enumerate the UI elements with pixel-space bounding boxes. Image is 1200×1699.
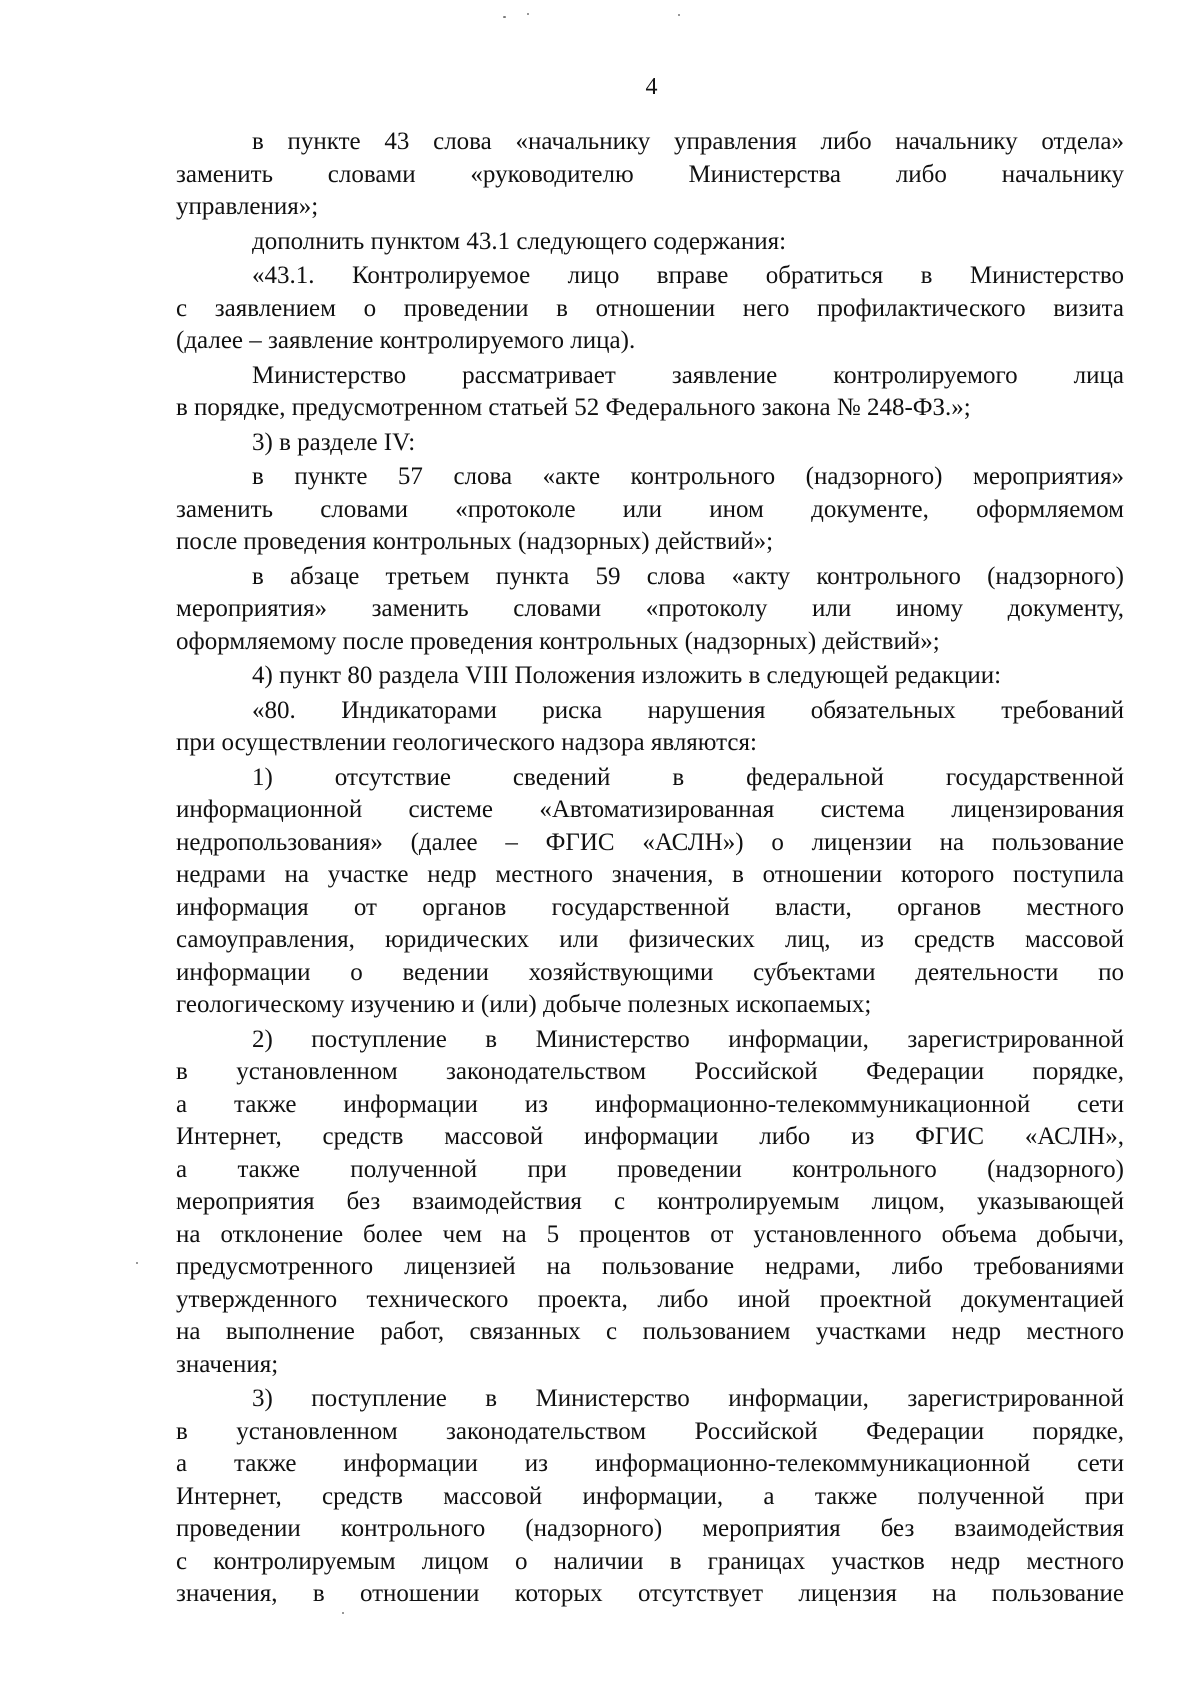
text-line: после проведения контрольных (надзорных) действий»; bbox=[176, 528, 774, 555]
text-line: при осуществлении геологического надзора являются: bbox=[176, 729, 757, 756]
text-line: мероприятия без взаимодействия с контролируемым лицом, указывающей bbox=[176, 1188, 1124, 1215]
text-line: заменить словами «руководителю Министерства либо начальнику bbox=[176, 160, 1124, 188]
text-line: «43.1. Контролируемое лицо вправе обратиться в Министерство bbox=[252, 262, 1124, 289]
page-number: 4 bbox=[645, 74, 658, 100]
text-line: информация от органов государственной власти, органов местного bbox=[176, 893, 1124, 921]
text-line: в установленном законодательством Российской Федерации порядке, bbox=[176, 1417, 1124, 1445]
text-line: значения, в отношении которых отсутствует лицензия на пользование bbox=[176, 1580, 1124, 1607]
text-line: информации о ведении хозяйствующими субъектами деятельности по bbox=[176, 958, 1124, 986]
text-line: в абзаце третьем пункта 59 слова «акту контрольного (надзорного) bbox=[252, 562, 1124, 590]
text-line: Интернет, средств массовой информации либо из ФГИС «АСЛН», bbox=[176, 1123, 1124, 1150]
text-line: «80. Индикаторами риска нарушения обязательных требований bbox=[252, 696, 1124, 724]
text-line: с заявлением о проведении в отношении него профилактического визита bbox=[176, 294, 1124, 322]
document-body bbox=[176, 126, 1124, 1611]
text-line: Министерство рассматривает заявление контролируемого лица bbox=[252, 361, 1124, 389]
text-line: Интернет, средств массовой информации, а также полученной при bbox=[176, 1482, 1124, 1510]
text-line: на выполнение работ, связанных с пользованием участками недр местного bbox=[176, 1318, 1124, 1345]
text-line: недрами на участке недр местного значения, в отношении которого поступила bbox=[176, 861, 1124, 888]
text-line: в пункте 57 слова «акте контрольного (надзорного) мероприятия» bbox=[252, 463, 1124, 490]
text-line: заменить словами «протоколе или ином документе, оформляемом bbox=[176, 495, 1124, 523]
text-line: управления»; bbox=[176, 193, 319, 220]
text-line: предусмотренного лицензией на пользование недрами, либо требованиями bbox=[176, 1253, 1124, 1280]
text-line: дополнить пунктом 43.1 следующего содержания: bbox=[252, 227, 787, 255]
text-line: самоуправления, юридических или физических лиц, из средств массовой bbox=[176, 926, 1124, 953]
text-line: в установленном законодательством Российской Федерации порядке, bbox=[176, 1058, 1124, 1085]
text-line: оформляемому после проведения контрольных (надзорных) действий»; bbox=[176, 627, 940, 655]
scan-speck bbox=[678, 14, 680, 16]
text-line: мероприятия» заменить словами «протоколу или иному документу, bbox=[176, 595, 1124, 622]
text-line: недропользования» (далее – ФГИС «АСЛН») о лицензии на пользование bbox=[176, 828, 1124, 856]
text-line: в пункте 43 слова «начальнику управления либо начальнику отдела» bbox=[252, 128, 1124, 155]
text-line: (далее – заявление контролируемого лица). bbox=[176, 327, 636, 354]
text-line: проведении контрольного (надзорного) мероприятия без взаимодействия bbox=[176, 1515, 1124, 1542]
text-line: 3) в разделе IV: bbox=[252, 428, 416, 456]
text-line: информационной системе «Автоматизированная система лицензирования bbox=[176, 796, 1124, 823]
text-line: в порядке, предусмотренном статьей 52 Федерального закона № 248-ФЗ.»; bbox=[176, 394, 971, 421]
text-line: а также информации из информационно-телекоммуникационной сети bbox=[176, 1090, 1124, 1118]
text-line: 4) пункт 80 раздела VIII Положения изложить в следующей редакции: bbox=[252, 662, 1002, 689]
text-line: 3) поступление в Министерство информации, зарегистрированной bbox=[252, 1385, 1124, 1412]
text-line: геологическому изучению и (или) добыче полезных ископаемых; bbox=[176, 991, 872, 1018]
scan-speck bbox=[136, 1262, 138, 1264]
text-line: а также информации из информационно-телекоммуникационной сети bbox=[176, 1450, 1124, 1477]
text-line: 1) отсутствие сведений в федеральной государственной bbox=[252, 763, 1124, 791]
text-line: 2) поступление в Министерство информации, зарегистрированной bbox=[252, 1025, 1124, 1053]
text-line: а также полученной при проведении контрольного (надзорного) bbox=[176, 1155, 1124, 1183]
text-line: утвержденного технического проекта, либо иной проектной документацией bbox=[176, 1285, 1124, 1313]
text-line: с контролируемым лицом о наличии в границах участков недр местного bbox=[176, 1547, 1124, 1575]
scan-speck bbox=[527, 13, 529, 15]
scan-speck bbox=[342, 1612, 344, 1614]
text-line: на отклонение более чем на 5 процентов от установленного объема добычи, bbox=[176, 1220, 1124, 1248]
scan-speck bbox=[503, 16, 506, 18]
text-line: значения; bbox=[176, 1350, 279, 1378]
